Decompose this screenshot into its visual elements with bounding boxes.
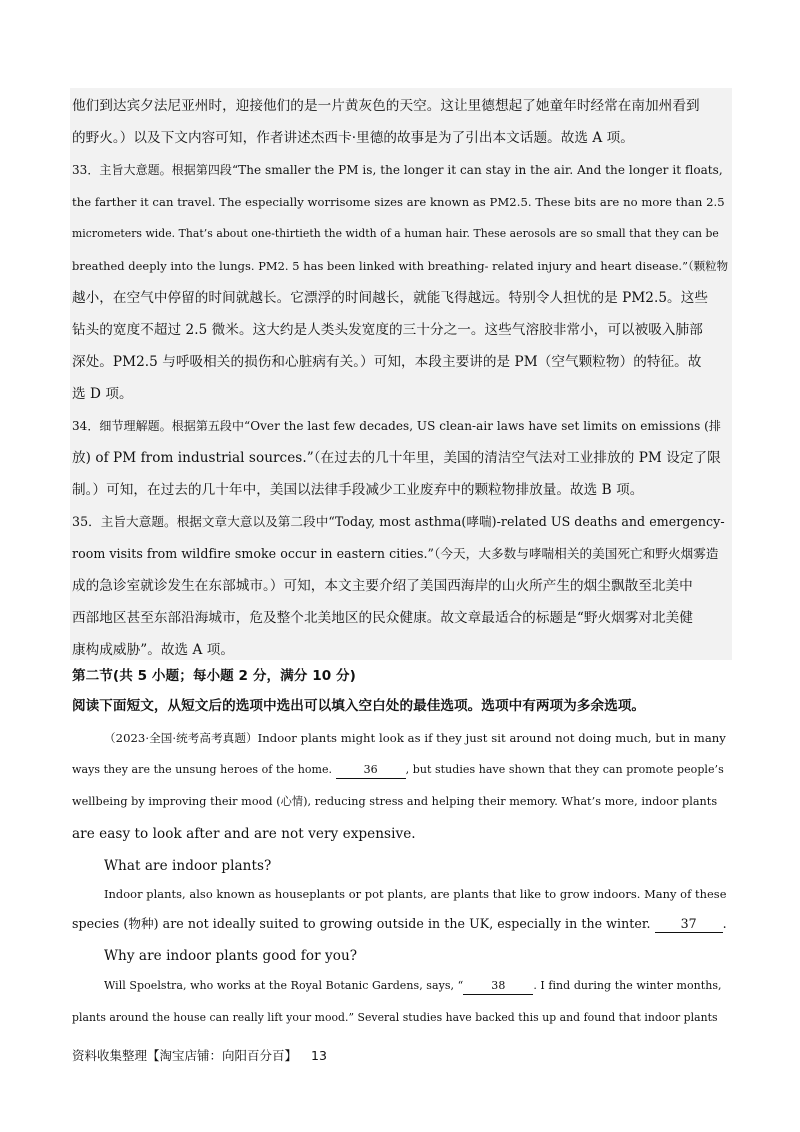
section-title: 第二节(共 5 小题；每小题 2 分，满分 10 分) (72, 668, 356, 684)
explanation-line: 越小，在空气中停留的时间就越长。它漂浮的时间越长，就能飞得越远。特别令人担忧的是 PM2.5。这些 (72, 290, 708, 306)
explanation-line: 放) of PM from industrial sources.”（在过去的几十年里，美国的清洁空气法对工业排放的 PM 设定了限 (72, 450, 721, 466)
passage-heading: What are indoor plants? (104, 858, 272, 874)
passage-line: （2023·全国·统考高考真题）Indoor plants might look as if they just sit around not doing much, but in many (104, 731, 726, 745)
instruction: 阅读下面短文，从短文后的选项中选出可以填入空白处的最佳选项。选项中有两项为多余选项。 (72, 698, 646, 714)
passage-text: Will Spoelstra, who works at the Royal Botanic Gardens, says, “ (104, 979, 464, 992)
explanation-line: 西部地区甚至东部沿海城市，危及整个北美地区的民众健康。故文章最适合的标题是“野火烟雾对北美健 (72, 610, 693, 626)
page-footer (72, 1046, 327, 1064)
passage-line: Indoor plants, also known as houseplants or pot plants, are plants that like to grow indoors. Many of these (104, 887, 727, 901)
passage-line (72, 760, 724, 780)
explanation-line: 深处。PM2.5 与呼吸相关的损伤和心脏病有关。）可知，本段主要讲的是 PM（空气颗粒物）的特征。故 (72, 354, 702, 370)
passage-text: ways they are the unsung heroes of the home. (72, 763, 336, 776)
explanation-line: 选 D 项。 (72, 386, 133, 402)
passage-line (72, 914, 727, 934)
explanation-line: room visits from wildfire smoke occur in eastern cities.”（今天，大多数与哮喘相关的美国死亡和野火烟雾造 (72, 546, 719, 561)
passage-line: are easy to look after and are not very expensive. (72, 826, 416, 842)
explanation-line: 他们到达宾夕法尼亚州时，迎接他们的是一片黄灰色的天空。这让里德想起了她童年时经常在南加州看到 (72, 98, 700, 114)
blank-38[interactable]: 38 (463, 978, 533, 995)
explanation-line: 成的急诊室就诊发生在东部城市。）可知，本文主要介绍了美国西海岸的山火所产生的烟尘飘散至北美中 (72, 578, 693, 594)
passage-text: . I find during the winter months, (533, 979, 722, 992)
explanation-line: 康构成威胁”。故选 A 项。 (72, 642, 235, 658)
page-number: 13 (311, 1048, 327, 1063)
explanation-line: 钻头的宽度不超过 2.5 微米。这大约是人类头发宽度的三十分之一。这些气溶胶非常小，可以被吸入肺部 (72, 322, 703, 338)
explanation-line-34: 34．细节理解题。根据第五段中“Over the last few decades, US clean-air laws have set limits on emissions (排 (72, 419, 721, 433)
passage-text: . (722, 916, 727, 931)
passage-line: plants around the house can really lift your mood.” Several studies have backed this up and found that indoor plants (72, 1011, 718, 1024)
explanation-line: 的野火。）以及下文内容可知，作者讲述杰西卡·里德的故事是为了引出本文话题。故选 A 项。 (72, 130, 634, 146)
footer-text: 资料收集整理【淘宝店铺：向阳百分百】 (72, 1048, 298, 1063)
explanation-line: 制。）可知，在过去的几十年中，美国以法律手段减少工业废弃中的颗粒物排放量。故选 B 项。 (72, 482, 644, 498)
explanation-line: the farther it can travel. The especially worrisome sizes are known as PM2.5. These bits are no more than 2.5 (72, 195, 725, 209)
passage-heading: Why are indoor plants good for you? (104, 948, 358, 964)
passage-text: , but studies have shown that they can promote people’s (405, 763, 724, 776)
explanation-line: breathed deeply into the lungs. PM2. 5 has been linked with breathing- related injury and heart disease.”（颗粒物 (72, 259, 729, 273)
blank-36[interactable]: 36 (336, 762, 406, 779)
blank-37[interactable]: 37 (655, 916, 723, 933)
explanation-line-35: 35．主旨大意题。根据文章大意以及第二段中“Today, most asthma(哮喘)-related US deaths and emergency- (72, 514, 725, 529)
passage-line (104, 976, 722, 996)
passage-line: wellbeing by improving their mood (心情), reducing stress and helping their memory. What’s more, indoor plants (72, 795, 718, 808)
passage-text: species (物种) are not ideally suited to growing outside in the UK, especially in the winter. (72, 916, 655, 931)
explanation-line: micrometers wide. That’s about one-thirtieth the width of a human hair. These aerosols are so small that they can be (72, 227, 719, 240)
explanation-line-33: 33．主旨大意题。根据第四段“The smaller the PM is, the longer it can stay in the air. And the longer it floats, (72, 163, 723, 177)
